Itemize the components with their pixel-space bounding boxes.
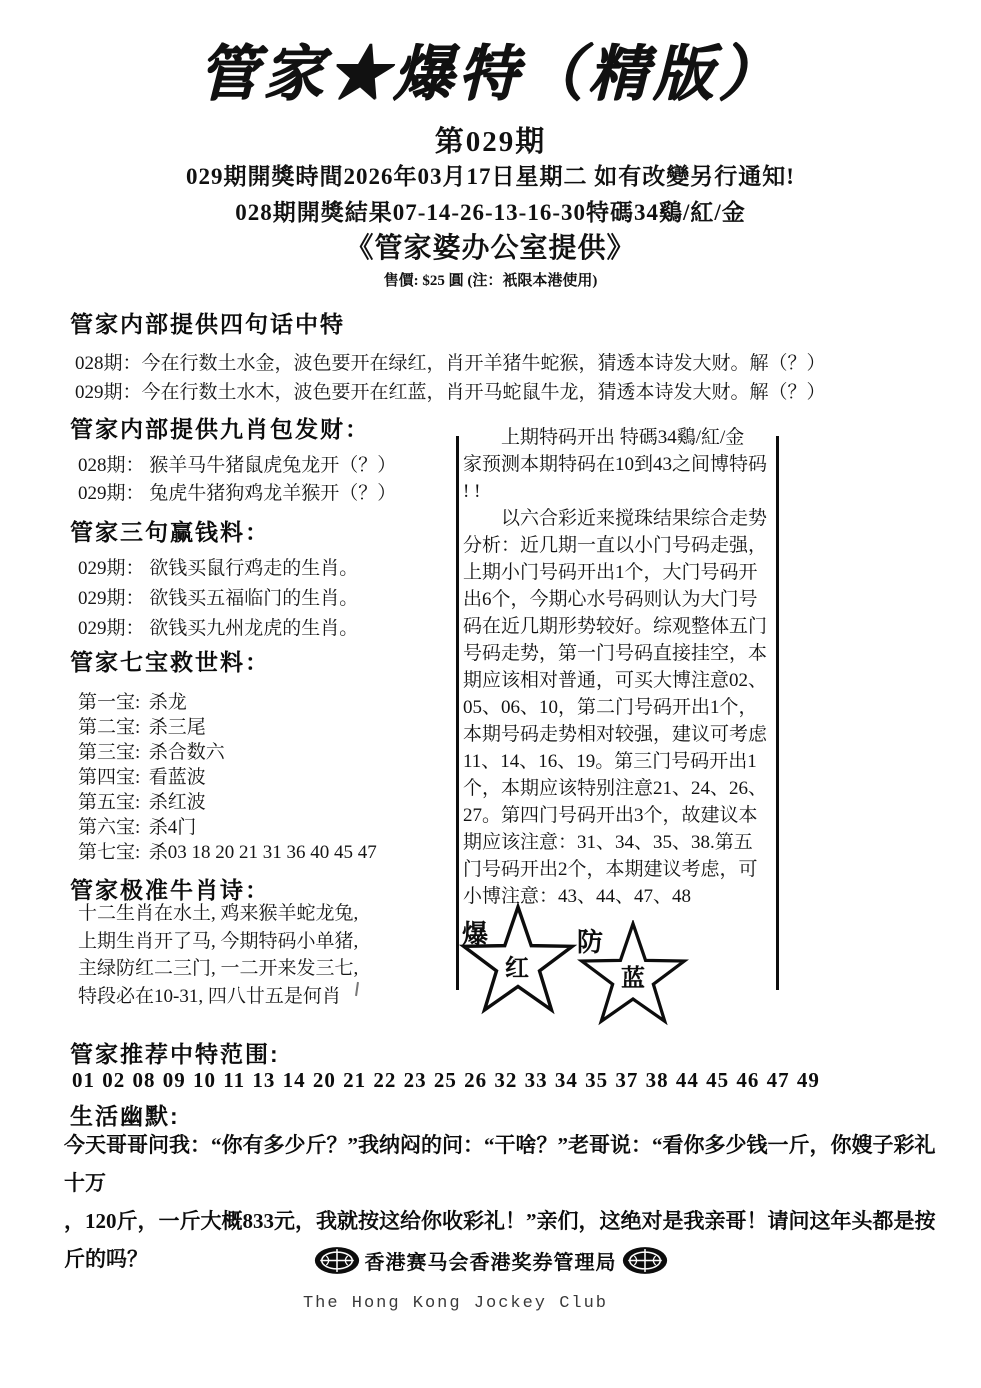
guard-color-word: 蓝 <box>621 966 645 992</box>
period-label: 029期： <box>78 483 145 504</box>
treasure-label: 第四宝: <box>78 767 141 788</box>
treasure-label: 第一宝: <box>78 692 141 713</box>
period-label: 028期： <box>78 455 145 476</box>
section-heading-four-sentence: 管家内部提供四句话中特 <box>70 311 345 337</box>
draw-time-line: 029期開獎時間2026年03月17日星期二 如有改變另行通知! <box>186 164 795 189</box>
treasure-value: 杀三尾 <box>148 717 206 738</box>
guard-label: 防 <box>577 928 604 957</box>
treasure-value: 杀4门 <box>148 817 197 838</box>
tip-value: 欲钱买鼠行鸡走的生肖。 <box>149 558 359 579</box>
right-box-right-border <box>776 436 779 990</box>
period-label: 029期： <box>78 588 145 609</box>
table-row <box>78 583 358 610</box>
recommend-numbers: 01 02 08 09 10 11 13 14 20 21 22 23 25 26 32 33 34 35 37 38 44 45 46 47 49 <box>72 1068 820 1092</box>
table-row <box>78 787 206 814</box>
treasure-value: 看蓝波 <box>148 767 206 788</box>
table-row <box>78 712 206 739</box>
table-row <box>78 687 187 714</box>
footer-org-cn: 香港赛马会香港奖券管理局 <box>364 1252 617 1274</box>
price-note: 售價: $25 圓 (注：衹限本港使用) <box>383 273 598 289</box>
table-row <box>78 478 396 505</box>
section-heading-humor: 生活幽默: <box>70 1103 180 1129</box>
footer-org-en: The Hong Kong Jockey Club <box>302 1294 609 1313</box>
treasure-label: 第三宝: <box>78 742 141 763</box>
tip-value: 欲钱买九州龙虎的生肖。 <box>149 618 359 639</box>
hkjc-logo-icon <box>622 1246 668 1275</box>
treasure-value: 杀红波 <box>148 792 206 813</box>
zodiac-value: 兔虎牛猪狗鸡龙羊猴开（？） <box>149 483 397 504</box>
footer-logo-row <box>0 1246 981 1275</box>
burst-label: 爆 <box>462 920 489 949</box>
table-row <box>78 762 206 789</box>
table-row <box>78 553 358 580</box>
treasure-label: 第七宝: <box>78 842 141 863</box>
section-heading-recommend: 管家推荐中特范围: <box>70 1041 280 1067</box>
treasure-value: 杀合数六 <box>148 742 225 763</box>
hkjc-logo-icon <box>314 1246 360 1275</box>
section-heading-three-win: 管家三句赢钱料： <box>70 519 270 545</box>
treasure-value: 杀03 18 20 21 31 36 40 45 47 <box>148 842 377 863</box>
issue-number: 第029期 <box>434 126 547 158</box>
section-heading-zodiac-poem: 管家极准牛肖诗： <box>70 877 270 903</box>
burst-color-word: 红 <box>505 956 529 982</box>
zodiac-value: 猴羊马牛猪鼠虎兔龙开（？） <box>149 455 397 476</box>
analysis-text <box>463 424 775 910</box>
treasure-label: 第五宝: <box>78 792 141 813</box>
period-label: 029期： <box>78 558 145 579</box>
scan-artifact <box>355 982 359 996</box>
humor-text: 今天哥哥问我：“你有多少斤？”我纳闷的问：“干啥？”老哥说：“看你多少钱一斤，你嫂子彩礼十万 ，120斤，一斤大概833元，我就按这给你收彩礼！”亲们，这绝对是我亲哥！请问这年头都是按斤的吗？ <box>64 1133 936 1271</box>
tip-value: 欲钱买五福临门的生肖。 <box>149 588 359 609</box>
page-title: 管家★爆特（精版） <box>198 41 783 107</box>
treasure-value: 杀龙 <box>148 692 187 713</box>
treasure-label: 第二宝: <box>78 717 141 738</box>
last-result-line: 028期開獎結果07-14-26-13-16-30特碼34鷄/紅/金 <box>235 200 746 225</box>
analysis-paragraph-1: 上期特码开出 特碼34鷄/紅/金 家预测本期特码在10到43之间博特码 ! ! <box>463 427 768 502</box>
section-heading-seven-treasure: 管家七宝救世料： <box>70 649 270 675</box>
four-sentence-lines: 028期：今在行数土水金，波色要开在绿红，肖开羊猪牛蛇猴，猜透本诗发大财。解（？） 029期：今在行数土水木，波色要开在红蓝，肖开马蛇鼠牛龙，猜透本诗发大财。解（？） <box>75 353 826 403</box>
section-heading-nine-zodiac: 管家内部提供九肖包发财： <box>70 416 370 442</box>
table-row <box>78 837 377 864</box>
table-row <box>78 450 396 477</box>
zodiac-poem-lines: 十二生肖在水土, 鸡来猴羊蛇龙兔, 上期生肖开了马, 今期特码小单猪, 主绿防红二三门, 一二开来发三七, 特段必在10-31, 四八廿五是何肖 <box>78 903 359 1007</box>
period-label: 029期： <box>78 618 145 639</box>
analysis-paragraph-2: 以六合彩近来搅珠结果综合走势 分析：近几期一直以小门号码走强， 上期小门号码开出1个，大门号码开 出6个，今期心水号码则认为大门号 码在近几期形势较好。综观整体五门 号码走势，第一门号码直接挂空，本 期应该相对普通，可买大博注意02、 05、06、10，第二门号码开出1个， 本期号码走势相对较强，建议可考虑 11、14、16、19。第三门号码开出1 个，本期应该特别注意21、24、26、 27。第四门号码开出3个，故建议本 期应该注意：31、34、35、38.第五 门号码开出2个，本期建议考虑，可 小博注意：43、44、47、48 <box>463 508 768 907</box>
table-row <box>78 812 196 839</box>
provider-line: 《管家婆办公室提供》 <box>345 233 636 264</box>
treasure-label: 第六宝: <box>78 817 141 838</box>
table-row <box>78 737 225 764</box>
table-row <box>78 613 358 640</box>
